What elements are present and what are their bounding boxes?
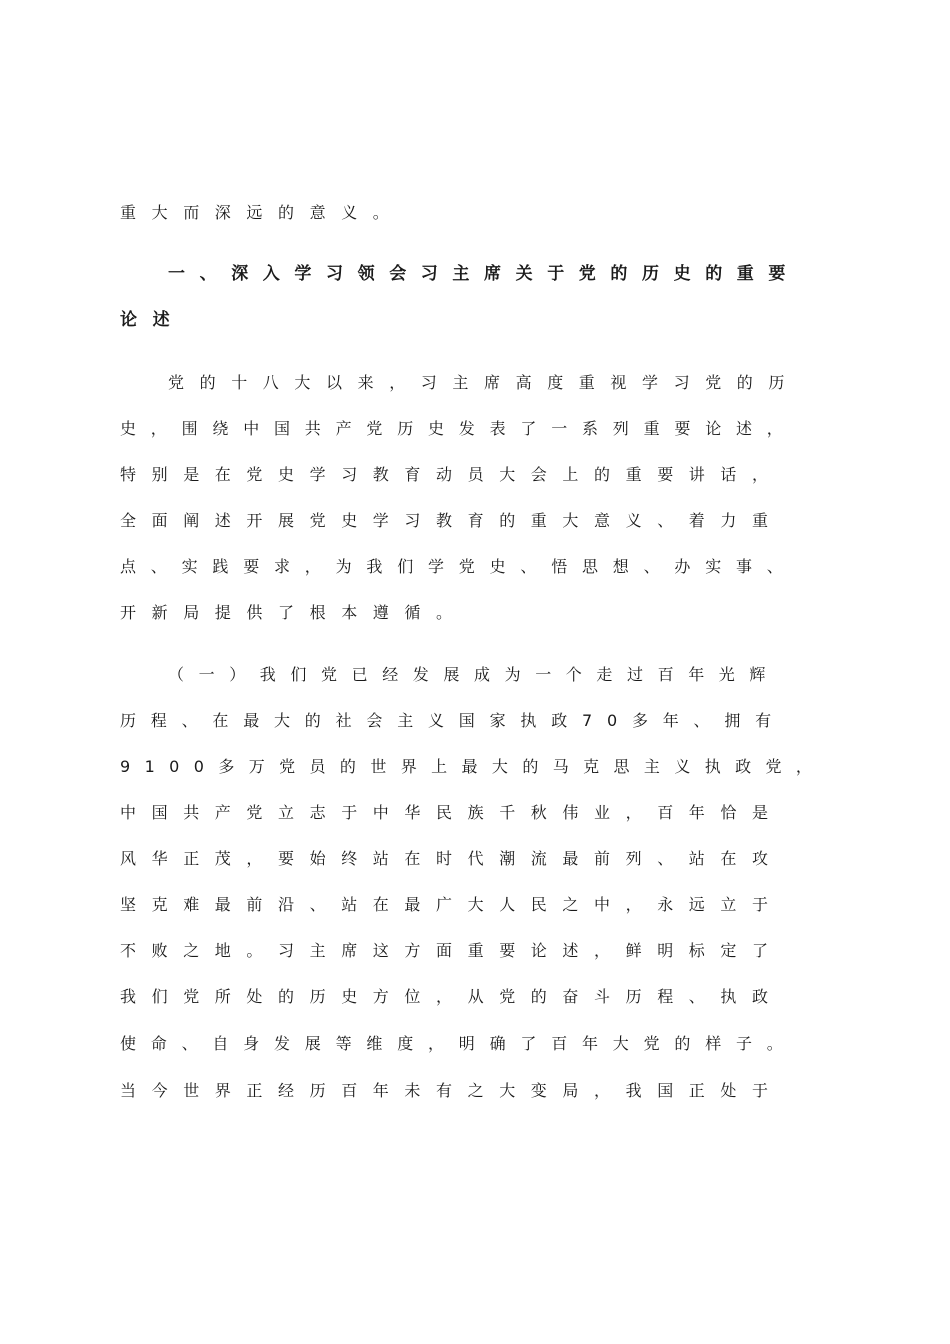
paragraph-2-line: 当今世界正经历百年未有之大变局，我国正处于 [120,1081,784,1100]
section-heading-line-2: 论述 [120,310,186,330]
paragraph-1-line: 特别是在党史学习教育动员大会上的重要讲话， [120,465,784,484]
paragraph-1-line: 史，围绕中国共产党历史发表了一系列重要论述， [120,419,798,438]
lead-line: 重大而深远的意义。 [120,203,405,222]
paragraph-2-line: 9100多万党员的世界上最大的马克思主义执政党， [120,757,827,776]
paragraph-2-line: 风华正茂，要始终站在时代潮流最前列、站在攻 [120,849,784,868]
paragraph-1-line: 全面阐述开展党史学习教育的重大意义、着力重 [120,511,784,530]
section-heading-line-1: 一、深入学习领会习主席关于党的历史的重要 [168,264,800,284]
paragraph-1-line: 党的十八大以来，习主席高度重视学习党的历 [168,373,801,392]
paragraph-2-line: （一）我们党已经发展成为一个走过百年光辉 [168,665,781,684]
paragraph-2-line: 坚克难最前沿、站在最广大人民之中，永远立于 [120,895,784,914]
paragraph-2-line: 我们党所处的历史方位，从党的奋斗历程、执政 [120,987,784,1006]
paragraph-1-line: 点、实践要求，为我们学党史、悟思想、办实事、 [120,557,798,576]
paragraph-2-line: 中国共产党立志于中华民族千秋伟业，百年恰是 [120,803,784,822]
paragraph-2-line: 历程、在最大的社会主义国家执政70多年、拥有 [120,711,786,730]
paragraph-2-line: 使命、自身发展等维度，明确了百年大党的样子。 [120,1034,798,1053]
paragraph-2-line: 不败之地。习主席这方面重要论述，鲜明标定了 [120,941,784,960]
paragraph-1-line: 开新局提供了根本遵循。 [120,603,468,622]
